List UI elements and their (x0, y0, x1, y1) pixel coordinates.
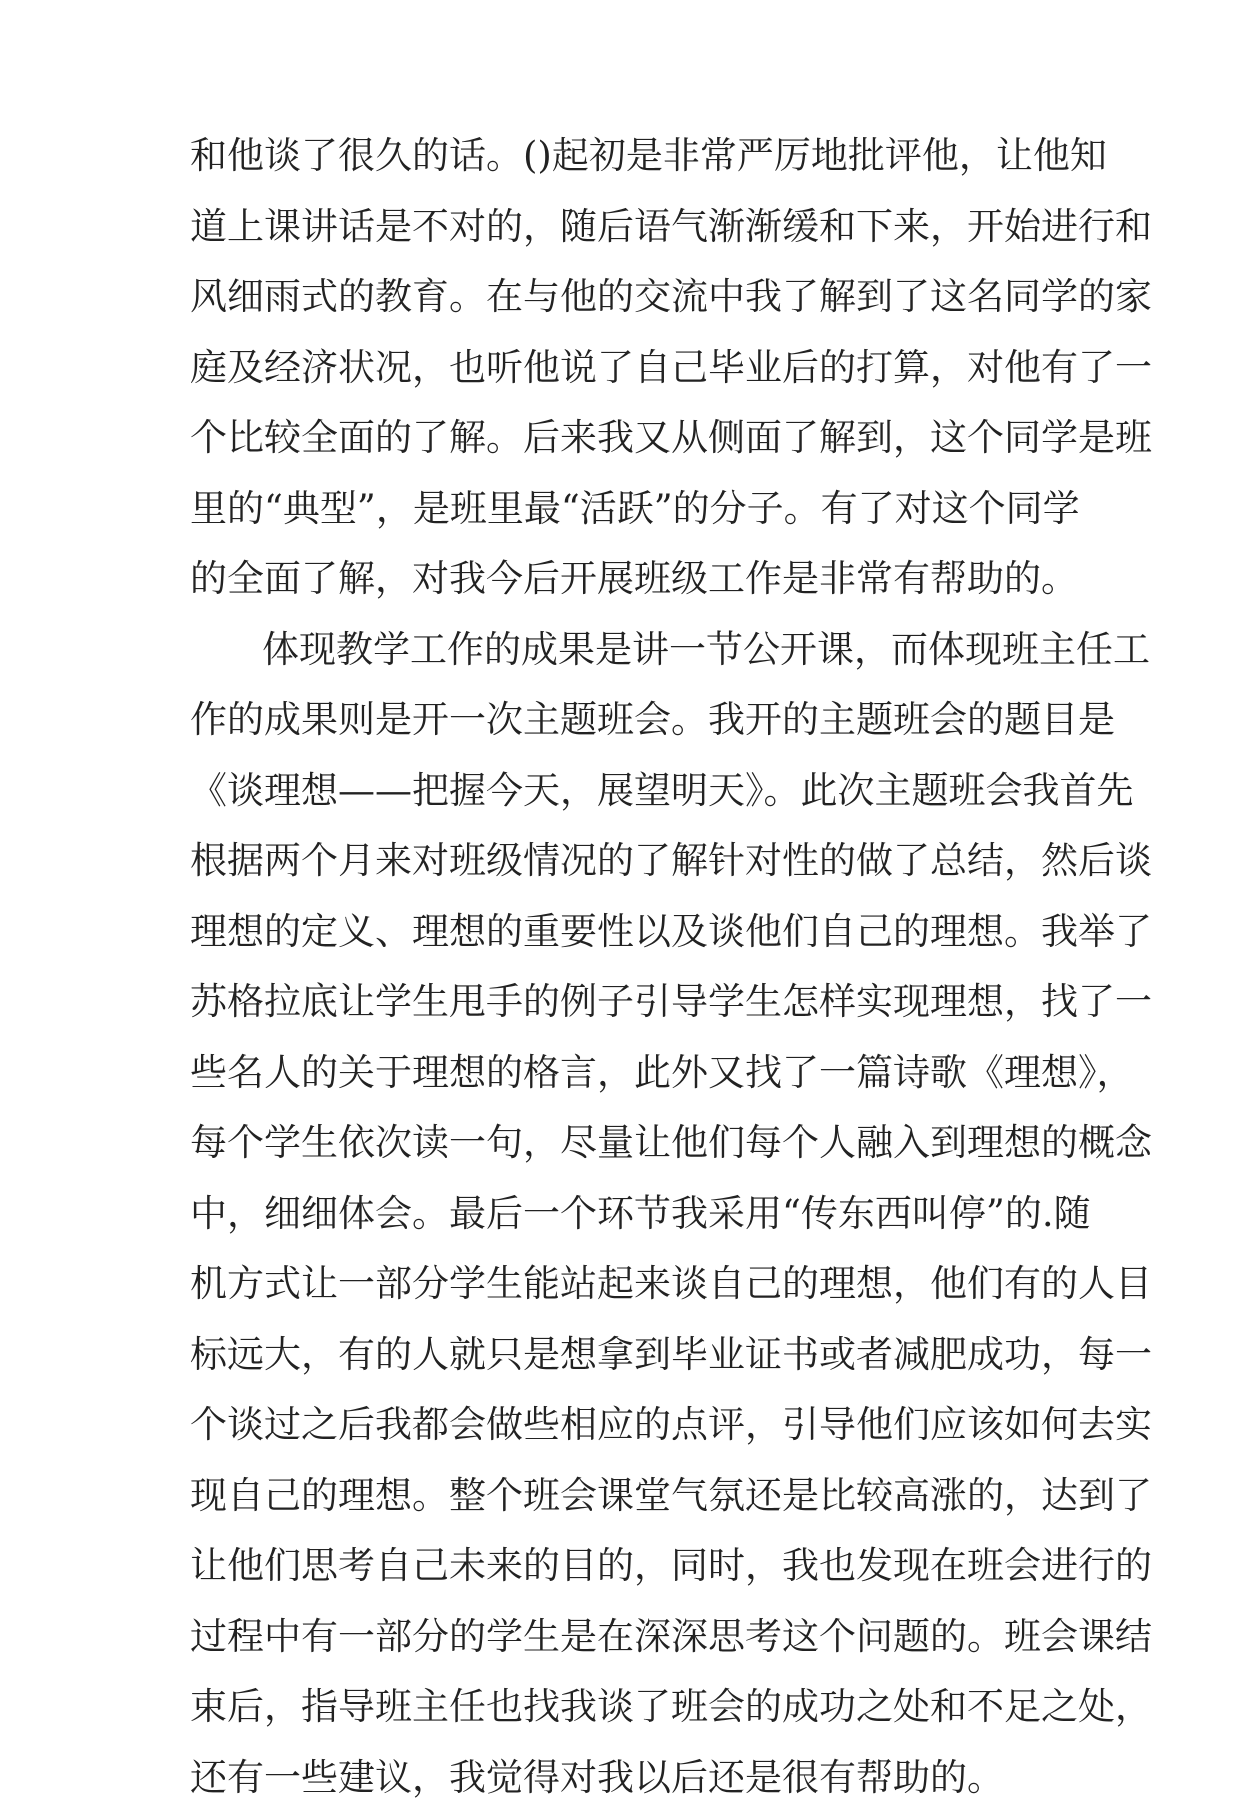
text-line: 的全面了解，对我今后开展班级工作是非常有帮助的。 (190, 557, 1078, 600)
text-line: 现自己的理想。整个班会课堂气氛还是比较高涨的，达到了 (190, 1473, 1152, 1517)
text-line: 个比较全面的了解。后来我又从侧面了解到，这个同学是班 (190, 416, 1152, 459)
text-line: 个谈过之后我都会做些相应的点评，引导他们应该如何去实 (190, 1403, 1152, 1446)
text-line: 庭及经济状况，也听他说了自己毕业后的打算，对他有了一 (190, 345, 1152, 389)
text-line: 风细雨式的教育。在与他的交流中我了解到了这名同学的家 (190, 275, 1152, 318)
text-line: 作的成果则是开一次主题班会。我开的主题班会的题目是 (190, 698, 1115, 741)
text-line: 里的“典型”，是班里最“活跃”的分子。有了对这个同学 (190, 486, 1080, 530)
text-line: 根据两个月来对班级情况的了解针对性的做了总结，然后谈 (190, 839, 1152, 882)
text-line: 每个学生依次读一句，尽量让他们每个人融入到理想的概念 (190, 1121, 1152, 1164)
text-line: 和他谈了很久的话。()起初是非常严厉地批评他，让他知 (190, 134, 1107, 177)
text-line: 束后，指导班主任也找我谈了班会的成功之处和不足之处， (190, 1685, 1152, 1728)
text-line: 些名人的关于理想的格言，此外又找了一篇诗歌《理想》， (190, 1050, 1134, 1094)
text-line: 道上课讲话是不对的，随后语气渐渐缓和下来，开始进行和 (190, 204, 1152, 248)
text-line: 过程中有一部分的学生是在深深思考这个问题的。班会课结 (190, 1614, 1152, 1658)
text-line: 还有一些建议，我觉得对我以后还是很有帮助的。 (190, 1755, 1004, 1799)
text-line: 让他们思考自己未来的目的，同时，我也发现在班会进行的 (190, 1544, 1152, 1587)
text-line: 体现教学工作的成果是讲一节公开课，而体现班主任工 (262, 627, 1150, 671)
text-line: 机方式让一部分学生能站起来谈自己的理想，他们有的人目 (190, 1262, 1152, 1305)
text-line: 理想的定义、理想的重要性以及谈他们自己的理想。我举了 (190, 909, 1152, 953)
text-line: 中，细细体会。最后一个环节我采用“传东西叫停”的.随 (190, 1191, 1091, 1235)
text-line: 标远大，有的人就只是想拿到毕业证书或者减肥成功，每一 (190, 1332, 1152, 1376)
text-line: 苏格拉底让学生甩手的例子引导学生怎样实现理想，找了一 (190, 980, 1152, 1023)
text-line: 《谈理想——把握今天，展望明天》。此次主题班会我首先 (190, 768, 1134, 812)
